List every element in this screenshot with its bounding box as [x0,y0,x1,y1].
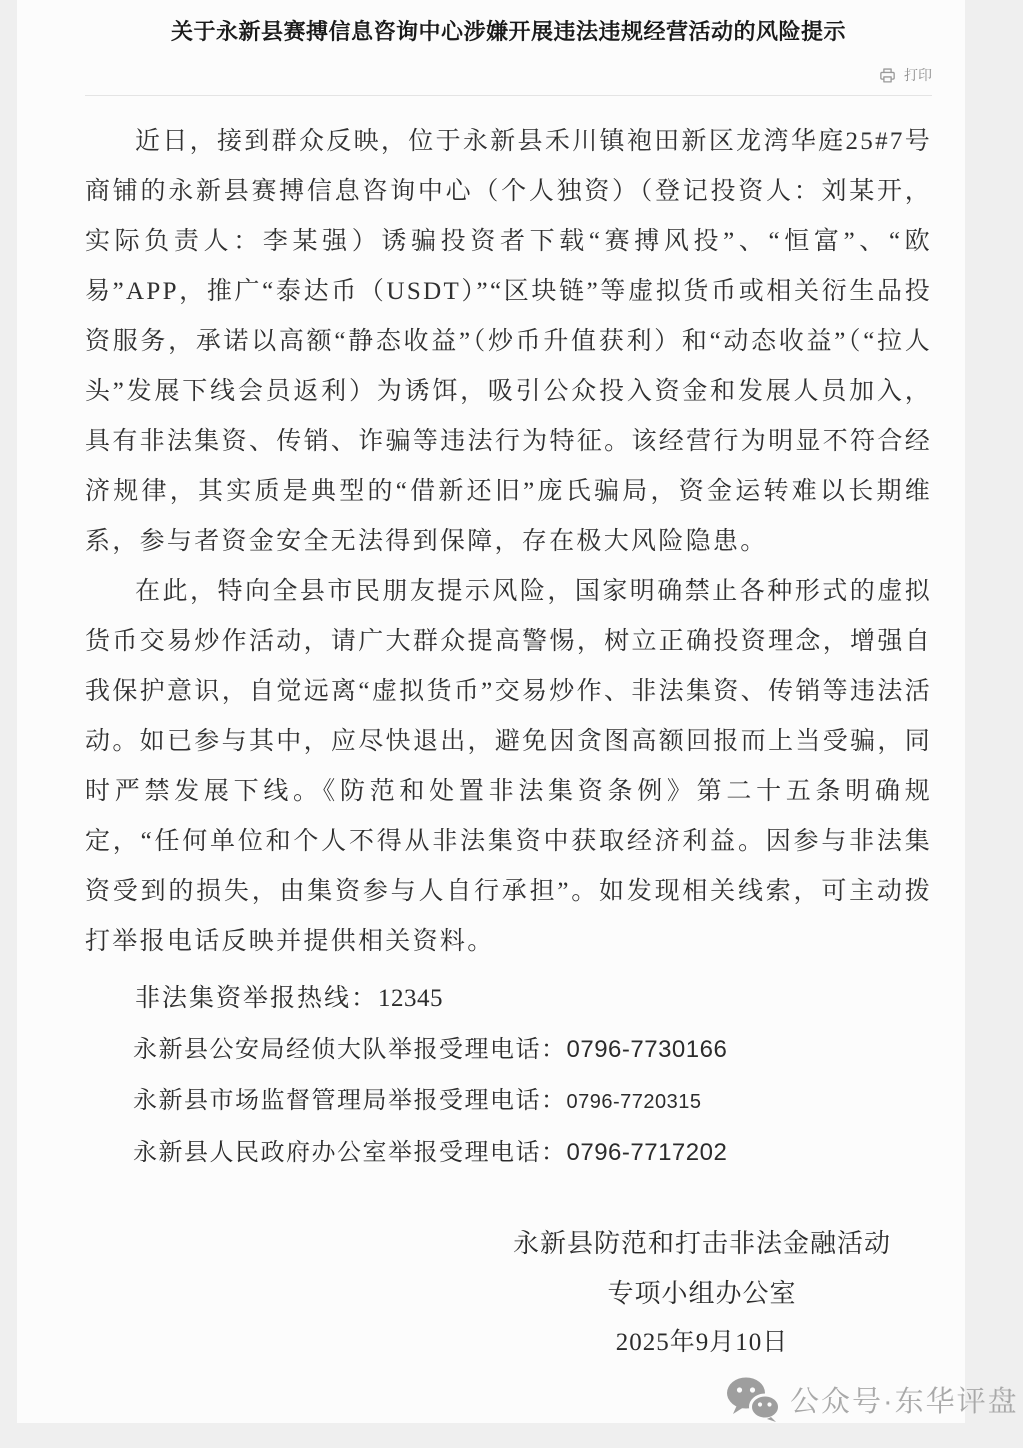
printer-icon [878,66,897,85]
notice-body [85,117,932,967]
header-divider [85,95,932,96]
hotline-label: 永新县人民政府办公室举报受理电话： [133,1139,567,1166]
print-button[interactable] [85,64,932,86]
hotline-number: 12345 [378,985,444,1012]
signature-date: 2025年9月10日 [615,1329,789,1356]
hotline-row [85,1077,932,1126]
hotline-row [85,975,932,1023]
hotline-label: 永新县公安局经侦大队举报受理电话： [133,1036,567,1063]
page-title: 关于永新县赛搏信息咨询中心涉嫌开展违法违规经营活动的风险提示 [170,19,846,44]
signature-org-line2: 专项小组办公室 [607,1278,797,1308]
watermark-label: 公众号·东华评盘 [790,1385,1019,1418]
hotline-number: 0796-7717202 [566,1139,728,1166]
document-page [17,0,965,1423]
wechat-watermark [726,1376,1019,1422]
hotline-row [85,1026,932,1074]
wechat-icon [726,1376,780,1422]
body-paragraph: 在此，特向全县市民朋友提示风险，国家明确禁止各种形式的虚拟货币交易炒作活动，请广大群众提高警惕，树立正确投资理念，增强自我保护意识，自觉远离“虚拟货币”交易炒作、非法集资、传销等违法活动。如已参与其中，应尽快退出，避免因贪图高额回报而上当受骗，同时严禁发展下线。《防范和处置非法集资条例》第二十五条明确规定，“任何单位和个人不得从非法集资中获取经济利益。因参与非法集资受到的损失，由集资参与人自行承担”。如发现相关线索，可主动拨打举报电话反映并提供相关资料。 [85,578,932,955]
hotline-number: 0796-7730166 [566,1036,728,1063]
hotline-label: 永新县市场监督管理局举报受理电话： [133,1087,567,1114]
hotline-list [85,975,932,1177]
print-button-label: 打印 [904,67,932,83]
signature-block [472,1218,932,1368]
hotline-label: 非法集资举报热线： [135,985,379,1012]
body-paragraph: 近日，接到群众反映，位于永新县禾川镇袍田新区龙湾华庭25#7号商铺的永新县赛搏信息咨询中心（个人独资）（登记投资人：刘某开，实际负责人：李某强）诱骗投资者下载“赛搏风投”、“恒富”、“欧易”APP，推广“泰达币（USDT）”“区块链”等虚拟货币或相关衍生品投资服务，承诺以高额“静态收益”（炒币升值获利）和“动态收益”（“拉人头”发展下线会员返利）为诱饵，吸引公众投入资金和发展人员加入，具有非法集资、传销、诈骗等违法行为特征。该经营行为明显不符合经济规律，其实质是典型的“借新还旧”庞氏骗局，资金运转难以长期维系，参与者资金安全无法得到保障，存在极大风险隐患。 [85,128,932,555]
hotline-row [85,1129,932,1177]
hotline-number: 0796-7720315 [566,1091,702,1113]
signature-org-line1: 永新县防范和打击非法金融活动 [512,1228,891,1258]
